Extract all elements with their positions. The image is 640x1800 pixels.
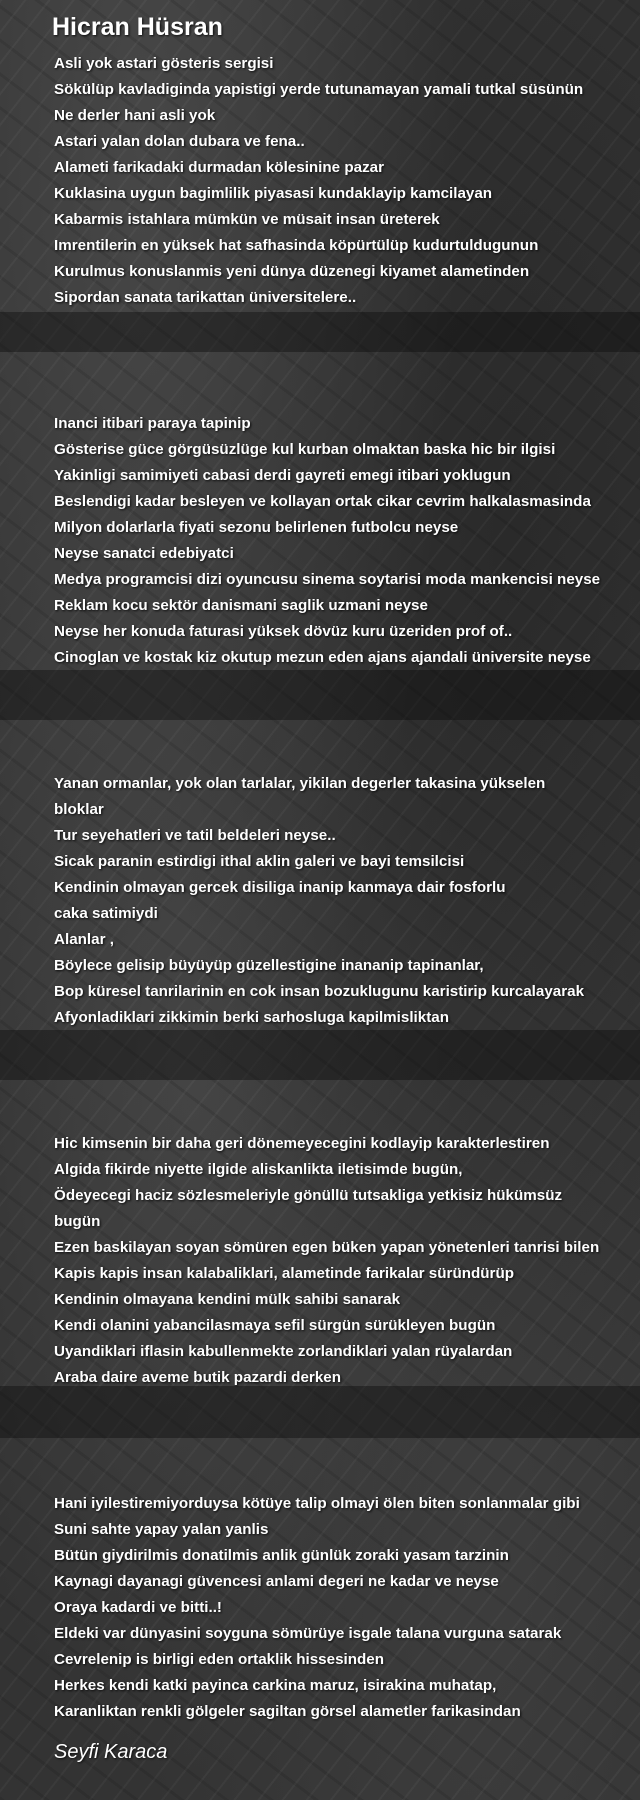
poem-line: Suni sahte yapay yalan yanlis [54, 1521, 269, 1538]
poem-line: Kurulmus konuslanmis yeni dünya düzenegi kiyamet alametinden [54, 263, 530, 280]
stanza-4 [54, 1131, 638, 1391]
stanza-5 [54, 1491, 638, 1725]
poem-line: Ödeyecegi haciz sözlesmeleriyle gönüllü tutsakliga yetkisiz hükümsüz [54, 1187, 563, 1204]
poem-line: Karanliktan renkli gölgeler sagiltan görsel alametler farikasindan [54, 1703, 521, 1720]
poem-line: Afyonladiklari zikkimin berki sarhosluga kapilmisliktan [54, 1009, 450, 1026]
poem-line: Tur seyehatleri ve tatil beldeleri neyse.. [54, 827, 336, 844]
stanza-3 [54, 771, 638, 1031]
stanza-2 [54, 411, 638, 671]
poem-line: Medya programcisi dizi oyuncusu sinema soytarisi moda mankencisi neyse [54, 571, 601, 588]
poem-line: Yanan ormanlar, yok olan tarlalar, yikilan degerler takasina yükselen [54, 775, 546, 792]
stanza-divider [0, 312, 640, 352]
poem-line: Alanlar , [54, 931, 114, 948]
poem-line: Kaynagi dayanagi güvencesi anlami degeri ne kadar ve neyse [54, 1573, 499, 1590]
poem-line: Kendinin olmayana kendini mülk sahibi sanarak [54, 1291, 401, 1308]
poem-line: Astari yalan dolan dubara ve fena.. [54, 133, 305, 150]
poem-line: Algida fikirde niyette ilgide aliskanlikta iletisimde bugün, [54, 1161, 463, 1178]
stanza-1 [54, 51, 638, 311]
poem-line: Cinoglan ve kostak kiz okutup mezun eden ajans ajandali üniversite neyse [54, 649, 591, 666]
poem-line: Milyon dolarlarla fiyati sezonu belirlenen futbolcu neyse [54, 519, 459, 536]
poem-line: Böylece gelisip büyüyüp güzellestigine inananip tapinanlar, [54, 957, 484, 974]
poem-author: Seyfi Karaca [54, 1741, 168, 1763]
poem-line: Araba daire aveme butik pazardi derken [54, 1369, 341, 1386]
poem-line: bugün [54, 1213, 101, 1230]
poem-line: Ezen baskilayan soyan sömüren egen büken yapan yönetenleri tanrisi bilen [54, 1239, 600, 1256]
poem-line: Beslendigi kadar besleyen ve kollayan ortak cikar cevrim halkalasmasinda [54, 493, 591, 510]
poem-line: Gösterise güce görgüsüzlüge kul kurban olmaktan baska hic bir ilgisi [54, 441, 556, 458]
poem-line: Bop küresel tanrilarinin en cok insan bozuklugunu karistirip kurcalayarak [54, 983, 585, 1000]
stanza-divider [0, 670, 640, 720]
poem-line: Alameti farikadaki durmadan kölesinine pazar [54, 159, 385, 176]
poem-line: Reklam kocu sektör danismani saglik uzmani neyse [54, 597, 428, 614]
poem-line: Bütün giydirilmis donatilmis anlik günlük zoraki yasam tarzinin [54, 1547, 509, 1564]
poem-line: Sipordan sanata tarikattan üniversitelere.. [54, 289, 357, 306]
poem-title: Hicran Hüsran [52, 13, 223, 41]
poem-line: Neyse sanatci edebiyatci [54, 545, 234, 562]
poem-line: Inanci itibari paraya tapinip [54, 415, 251, 432]
poem-line: Kabarmis istahlara mümkün ve müsait insan üreterek [54, 211, 440, 228]
poem-line: Imrentilerin en yüksek hat safhasinda köpürtülüp kudurtuldugunun [54, 237, 539, 254]
poem-line: Kuklasina uygun bagimlilik piyasasi kundaklayip kamcilayan [54, 185, 493, 202]
poem-line: Neyse her konuda faturasi yüksek dövüz kuru üzeriden prof of.. [54, 623, 513, 640]
poem-line: Hic kimsenin bir daha geri dönemeyecegini kodlayip karakterlestiren [54, 1135, 550, 1152]
poem-line: Hani iyilestiremiyorduysa kötüye talip olmayi ölen biten sonlanmalar gibi [54, 1495, 580, 1512]
poem-line: Ne derler hani asli yok [54, 107, 216, 124]
stanza-divider [0, 1030, 640, 1080]
poem-line: caka satimiydi [54, 905, 158, 922]
poem-line: Kendi olanini yabancilasmaya sefil sürgün sürükleyen bugün [54, 1317, 496, 1334]
poem-line: Uyandiklari iflasin kabullenmekte zorlandiklari yalan rüyalardan [54, 1343, 513, 1360]
poem-line: Yakinligi samimiyeti cabasi derdi gayreti emegi itibari yoklugun [54, 467, 511, 484]
poem-line: Cevrelenip is birligi eden ortaklik hissesinden [54, 1651, 385, 1668]
poem-line: Herkes kendi katki payinca carkina maruz, isirakina muhatap, [54, 1677, 497, 1694]
poem-line: Asli yok astari gösteris sergisi [54, 55, 274, 72]
poem-line: Eldeki var dünyasini soyguna sömürüye isgale talana vurguna satarak [54, 1625, 562, 1642]
poem-line: bloklar [54, 801, 104, 818]
poem-line: Oraya kadardi ve bitti..! [54, 1599, 222, 1616]
poem-line: Kapis kapis insan kalabaliklari, alametinde farikalar süründürüp [54, 1265, 515, 1282]
poem-line: Sicak paranin estirdigi ithal aklin galeri ve bayi temsilcisi [54, 853, 465, 870]
poem-line: Sökülüp kavladiginda yapistigi yerde tutunamayan yamali tutkal süsünün [54, 81, 584, 98]
stanza-divider [0, 1386, 640, 1438]
poem-line: Kendinin olmayan gercek disiliga inanip kanmaya dair fosforlu [54, 879, 506, 896]
